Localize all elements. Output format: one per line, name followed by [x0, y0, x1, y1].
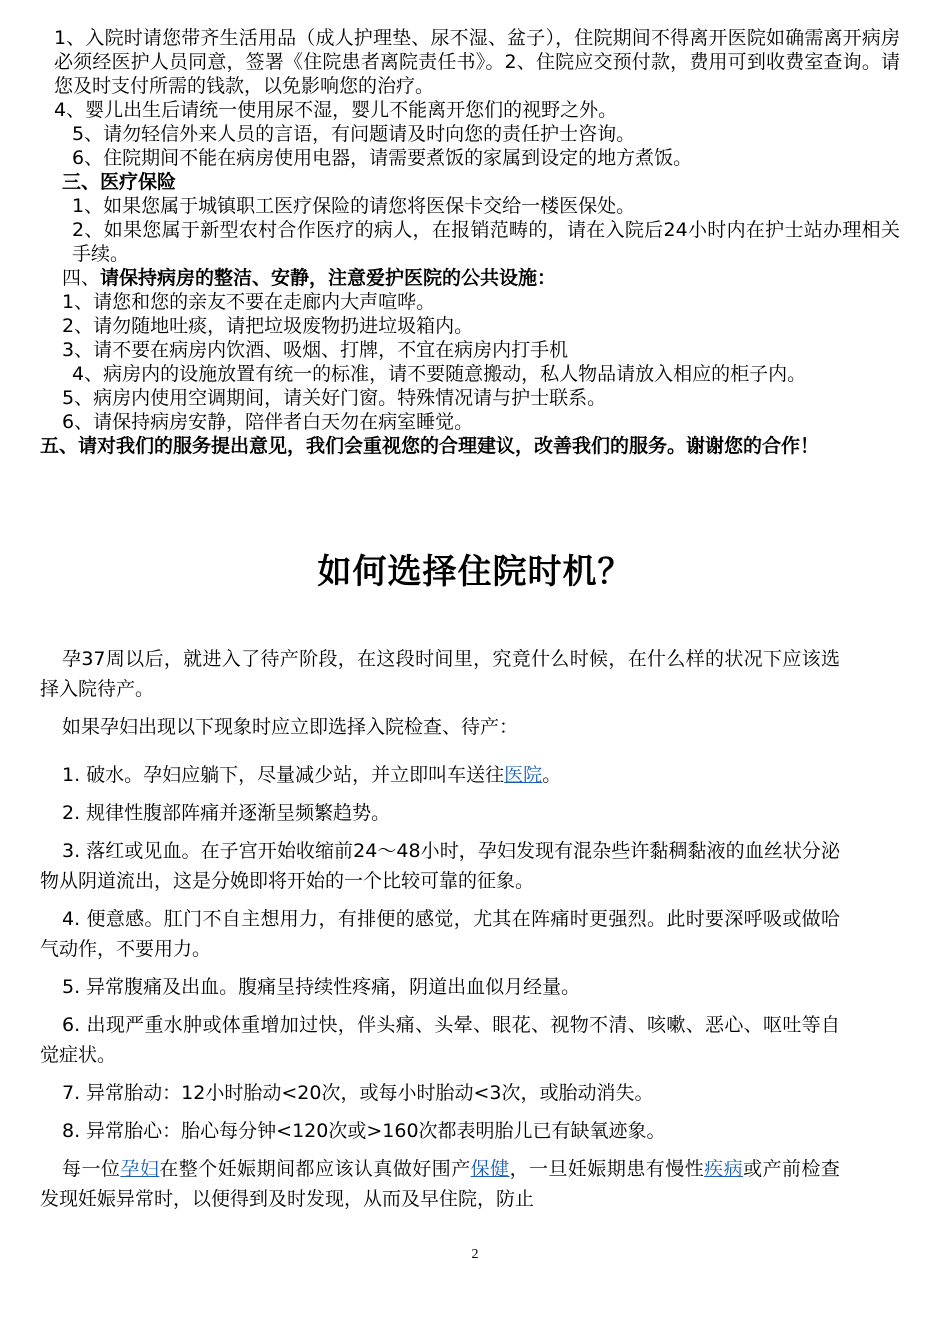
rule-paragraph-1: 1、入院时请您带齐生活用品（成人护理垫、尿不湿、盆子），住院期间不得离开医院如确需离开病房必须经医护人员同意，签署《住院患者离院责任书》。2、住院应交预付款，费用可到收费室查询。请您及时支付所需的钱款，以免影响您的治疗。 [54, 27, 900, 97]
ward-rule-2: 2、请勿随地吐痰，请把垃圾废物扔进垃圾箱内。 [62, 315, 474, 337]
ward-rule-4: 4、病房内的设施放置有统一的标准，请不要随意搬动，私人物品请放入相应的柜子内。 [72, 363, 807, 385]
admission-timing-section [40, 644, 840, 1214]
rule-paragraph-5: 5、请勿轻信外来人员的言语，有问题请及时向您的责任护士咨询。 [72, 123, 636, 145]
sign-item-1-text: 1. 破水。孕妇应躺下，尽量减少站，并立即叫车送往 [62, 764, 505, 786]
closing-text-a: 每一位 [62, 1158, 121, 1180]
closing-text-b: 在整个妊娠期间都应该认真做好围产 [159, 1158, 471, 1180]
hospital-link[interactable]: 医院 [504, 764, 543, 786]
heading-prefix: 四、 [62, 267, 101, 289]
ward-rule-5: 5、病房内使用空调期间，请关好门窗。特殊情况请与护士联系。 [62, 387, 607, 409]
intro-paragraph: 孕37周以后，就进入了待产阶段，在这段时间里，究竟什么时候，在什么样的状况下应该选择入院待产。 [40, 648, 840, 700]
insurance-item-1: 1、如果您属于城镇职工医疗保险的请您将医保卡交给一楼医保处。 [72, 195, 636, 217]
ward-rule-6: 6、请保持病房安静，陪伴者白天勿在病室睡觉。 [62, 411, 474, 433]
ward-rule-1: 1、请您和您的亲友不要在走廊内大声喧哗。 [62, 291, 436, 313]
lead-paragraph: 如果孕妇出现以下现象时应立即选择入院检查、待产： [62, 716, 519, 738]
page-number: 2 [471, 1247, 479, 1262]
sign-item-7: 7. 异常胎动：12小时胎动<20次，或每小时胎动<3次，或胎动消失。 [62, 1082, 654, 1104]
closing-text-d: 或产前检查发现妊娠异常时，以便得到及时发现，从而及早住院，防止 [40, 1158, 840, 1210]
rule-paragraph-6: 6、住院期间不能在病房使用电器，请需要煮饭的家属到设定的地方煮饭。 [72, 147, 693, 169]
insurance-item-2: 2、如果您属于新型农村合作医疗的病人，在报销范畴的，请在入院后24小时内在护士站办理相关手续。 [72, 219, 900, 265]
ward-rule-3: 3、请不要在病房内饮酒、吸烟、打牌，不宜在病房内打手机 [62, 339, 569, 361]
closing-text-c: ，一旦妊娠期患有慢性 [509, 1158, 705, 1180]
sign-item-5: 5. 异常腹痛及出血。腹痛呈持续性疼痛，阴道出血似月经量。 [62, 976, 581, 998]
heading-feedback: 五、请对我们的服务提出意见，我们会重视您的合理建议，改善我们的服务。谢谢您的合作！ [40, 435, 820, 457]
heading-medical-insurance: 三、医疗保险 [62, 171, 177, 193]
healthcare-link[interactable]: 保健 [470, 1158, 510, 1180]
sign-item-2: 2. 规律性腹部阵痛并逐渐呈频繁趋势。 [62, 802, 391, 824]
rule-paragraph-4: 4、婴儿出生后请统一使用尿不湿，婴儿不能离开您们的视野之外。 [54, 99, 618, 121]
closing-paragraph [40, 1154, 840, 1214]
article-title: 如何选择住院时机？ [317, 552, 633, 592]
heading-ward-cleanliness [40, 266, 900, 290]
disease-link[interactable]: 疾病 [704, 1158, 744, 1180]
hospital-rules-section [40, 26, 900, 458]
sign-item-8: 8. 异常胎心：胎心每分钟<120次或>160次都表明胎儿已有缺氧迹象。 [62, 1120, 666, 1142]
sign-item-4: 4. 便意感。肛门不自主想用力，有排便的感觉，尤其在阵痛时更强烈。此时要深呼吸或做哈气动作，不要用力。 [40, 908, 840, 960]
sign-item-3: 3. 落红或见血。在子宫开始收缩前24～48小时，孕妇发现有混杂些许黏稠黏液的血丝状分泌物从阴道流出，这是分娩即将开始的一个比较可靠的征象。 [40, 840, 840, 892]
sign-item-1-end: 。 [542, 764, 562, 786]
sign-item-6: 6. 出现严重水肿或体重增加过快，伴头痛、头晕、眼花、视物不清、咳嗽、恶心、呕吐等自觉症状。 [40, 1014, 840, 1066]
pregnant-woman-link[interactable]: 孕妇 [120, 1158, 160, 1180]
sign-item-1 [40, 760, 840, 790]
heading-bold-text: 请保持病房的整洁、安静，注意爱护医院的公共设施： [100, 267, 557, 289]
